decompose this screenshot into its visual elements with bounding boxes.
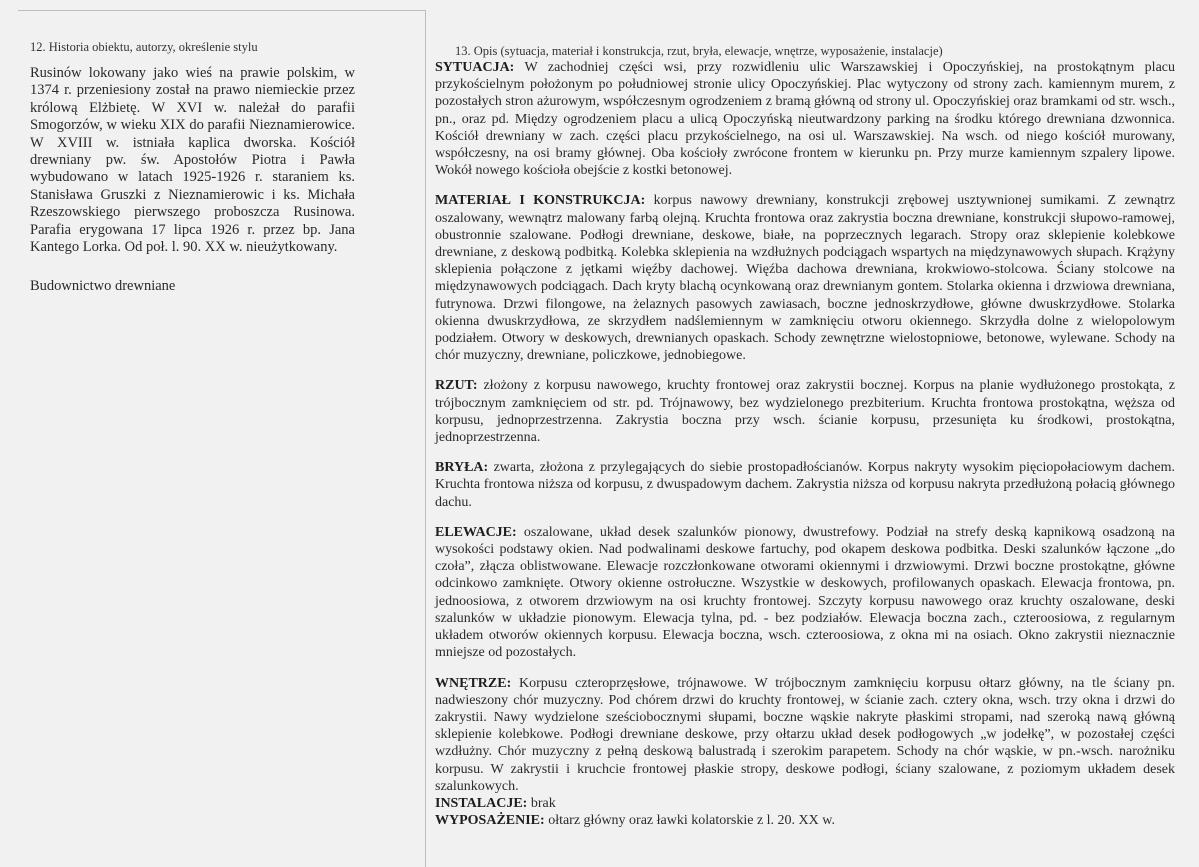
material-heading: MATERIAŁ I KONSTRUKCJA: [435,193,646,209]
bryla-paragraph [435,459,1175,511]
instalacje-paragraph [435,795,1175,812]
wyposazenie-text: ołtarz główny oraz ławki kolatorskie z l. 20. XX w. [544,813,835,829]
wnetrze-paragraph [435,675,1175,795]
bryla-text: zwarta, złożona z przylegających do siebie prostopadłościanów. Korpus nakryty wysokim pięciopołaciowym dachem. Kruchta frontowa niższa od korpusu, z dwuspadowym dachem. Zakrystia niższa od korpusu nakryta przedłużoną połacią głównego dachu. [435,460,1175,510]
description-label: 13. Opis (sytuacja, materiał i konstrukcja, rzut, bryła, elewacje, wnętrze, wyposażenie, instalacje) [455,44,943,58]
sytuacja-text: W zachodniej części wsi, przy rozwidleniu ulic Warszawskiej i Opoczyńskiej, na prostokątnym placu przykościelnym położonym po południowej stronie ulicy Opoczyńskiej. Plac wytyczony od strony zach. kamiennym murem, z pozostałych stron ażurowym, współczesnym ogrodzeniem z bramą główną od strony ul. Opoczyńskiej oraz bramkami od str. wsch., pn., oraz pd. Między ogrodzeniem placu a ulicą Opoczyńską nieutwardzony parking na środku którego drewniana dzwonnica. Kościół drewniany w zach. części placu przykościelnego, na osi ul. Warszawskiej. Na wsch. od niego kościół murowany, współczesny, na osi bramy głównej. Oba kościoły zwrócone frontem w kierunku pn. Przy murze kamiennym szpalery lipowe. Wokół nowego kościoła obejście z kostki betonowej. [435,60,1175,179]
material-text: korpus nawowy drewniany, konstrukcji zrębowej usztywnionej sumikami. Z zewnątrz oszalowany, wewnątrz malowany farbą olejną. Kruchta frontowa oraz zakrystia boczna drewniane, konstrukcji słupowo-ramowej, obustronnie szalowane. Podłogi drewniane, deskowe, białe, na poprzecznych legarach. Stropy oraz sklepienie kolebkowe drewniane, z deskową podbitką. Kolebka sklepienia na wzdłużnych podciągach wspartych na międzynawowych słupach. Krążyny sklepienia połączone z jętkami więźby dachowej. Więźba dachowa drewniana, krokwiowo-stolcowa. Ściany stolcowe na międzynawowych podciągach. Dach kryty blachą ocynkowaną oraz drewnianym gontem. Stolarka okienna i drzwiowa drewniana, futrynowa. Drzwi filongowe, na żelaznych pasowych zawiasach, boczne jednoskrzydłowe, główne dwuskrzydłowe. Stolarka okienna dwuskrzydłowa, ze skrzydłem nadślemiennym w zamknięciu otworu okiennego. Skrzydła dolne z wielopolowym podziałem. Otwory w deskowych, drewnianych opaskach. Schody zewnętrzne wielostopniowe, betonowe, wylewane. Schody na chór muzyczny, drewniane, policzkowe, jednobiegowe. [435,193,1175,364]
history-text: Rusinów lokowany jako wieś na prawie polskim, w 1374 r. przeniesiony został na prawo niemieckie przez królową Elżbietę. W XVI w. należał do parafii Smogorzów, w wieku XIX do parafii Nieznamierowice. W XVIII w. istniała kaplica dworska. Kościół drewniany pw. św. Apostołów Piotra i Pawła wybudowano w latach 1925-1926 r. staraniem ks. Stanisława Gruszki z Nieznamierowic i ks. Michała Rzeszowskiego pierwszego proboszcza Rusinowa. Parafia erygowana 17 lipca 1926 r. przez bp. Jana Kantego Lorka. Od poł. l. 90. XX w. nieużytkowany. [30,65,355,256]
instalacje-text: brak [527,795,556,811]
wnetrze-heading: WNĘTRZE: [435,675,512,691]
rzut-heading: RZUT: [435,378,478,394]
description-section [435,44,1175,829]
sytuacja-heading: SYTUACJA: [435,60,515,75]
rzut-text: złożony z korpusu nawowego, kruchty frontowej oraz zakrystii bocznej. Korpus na planie wydłużonego prostokąta, z trójbocznym zamknięciem od str. pd. Trójnawowy, bez wydzielonego prezbiterium. Kruchta frontowa prostokątna, węższa od korpusu, jednoprzestrzenna. Zakrystia boczna przy wsch. ścianie korpusu, przesunięta ku środkowi, prostokątna, jednoprzestrzenna. [435,378,1175,446]
wnetrze-text: Korpusu czteroprzęsłowe, trójnawowe. W trójbocznym zamknięciu korpusu ołtarz główny, na tle ściany pn. nadwieszony chór muzyczny. Pod chórem drzwi do kruchty frontowej, w ścianie zach. cztery okna, wsch. trzy okna i drzwi do zakrystii. Nawy wydzielone sześciobocznymi słupami, boczne wąskie nakryte płaskimi stropami, nad szeroką nawą główną sklepienie kolebkowe. Podłogi drewniane deskowe, przy ołtarzu układ desek podłogowych „w jodełkę”, w pozostałej części wzdłużny. Chór muzyczny z pełną deskową balustradą i szerokim parapetem. Schody na chór wąskie, w pn.-wsch. narożniku korpusu. W zakrystii i kruchcie frontowej płaskie stropy, deskowe podłogi, ściany szalowane, z poziomym układem desek szalunkowych. [435,675,1175,794]
wyposazenie-heading: WYPOSAŻENIE: [435,813,545,829]
material-paragraph [435,192,1175,364]
instalacje-heading: INSTALACJE: [435,795,528,811]
elewacje-text: oszalowane, układ desek szalunków pionowy, dwustrefowy. Podział na strefy deską kapnikową osadzoną na wysokości podstawy okien. Nad podwalinami deskowe fartuchy, pod okapem deskowa podbitka. Deski szalunków łączone „do czoła”, złącza oblistwowane. Elewacje rozczłonkowane otworami okiennymi i drzwiowymi. Drzwi boczne prostokątne, główne odcinkowo zamknięte. Otwory okienne ostrołuczne. Wszystkie w deskowych, profilowanych opaskach. Elewacja frontowa, pn. jednoosiowa, z otworem drzwiowym na osi kruchty frontowej. Szczyty korpusu nawowego oraz kruchty oszalowane, deski szalunków w układzie pionowym. Elewacja tylna, pd. - bez podziałów. Elewacja boczna zach., czteroosiowa, z regularnym układem otworów okiennych korpusu. Elewacja boczna, wsch. czteroosiowa, z okna mi na osiach. Okno zakrystii nieznacznie mniejsze od pozostałych. [435,524,1175,661]
history-section [30,40,355,295]
column-divider [425,10,426,867]
rzut-paragraph [435,377,1175,446]
top-divider [18,10,425,11]
elewacje-paragraph [435,524,1175,662]
bryla-heading: BRYŁA: [435,460,489,476]
sytuacja-paragraph [435,59,1175,179]
style-category: Budownictwo drewniane [30,278,176,295]
elewacje-heading: ELEWACJE: [435,524,517,540]
wyposazenie-paragraph [435,812,1175,829]
history-label: 12. Historia obiektu, autorzy, określenie stylu [30,40,258,54]
